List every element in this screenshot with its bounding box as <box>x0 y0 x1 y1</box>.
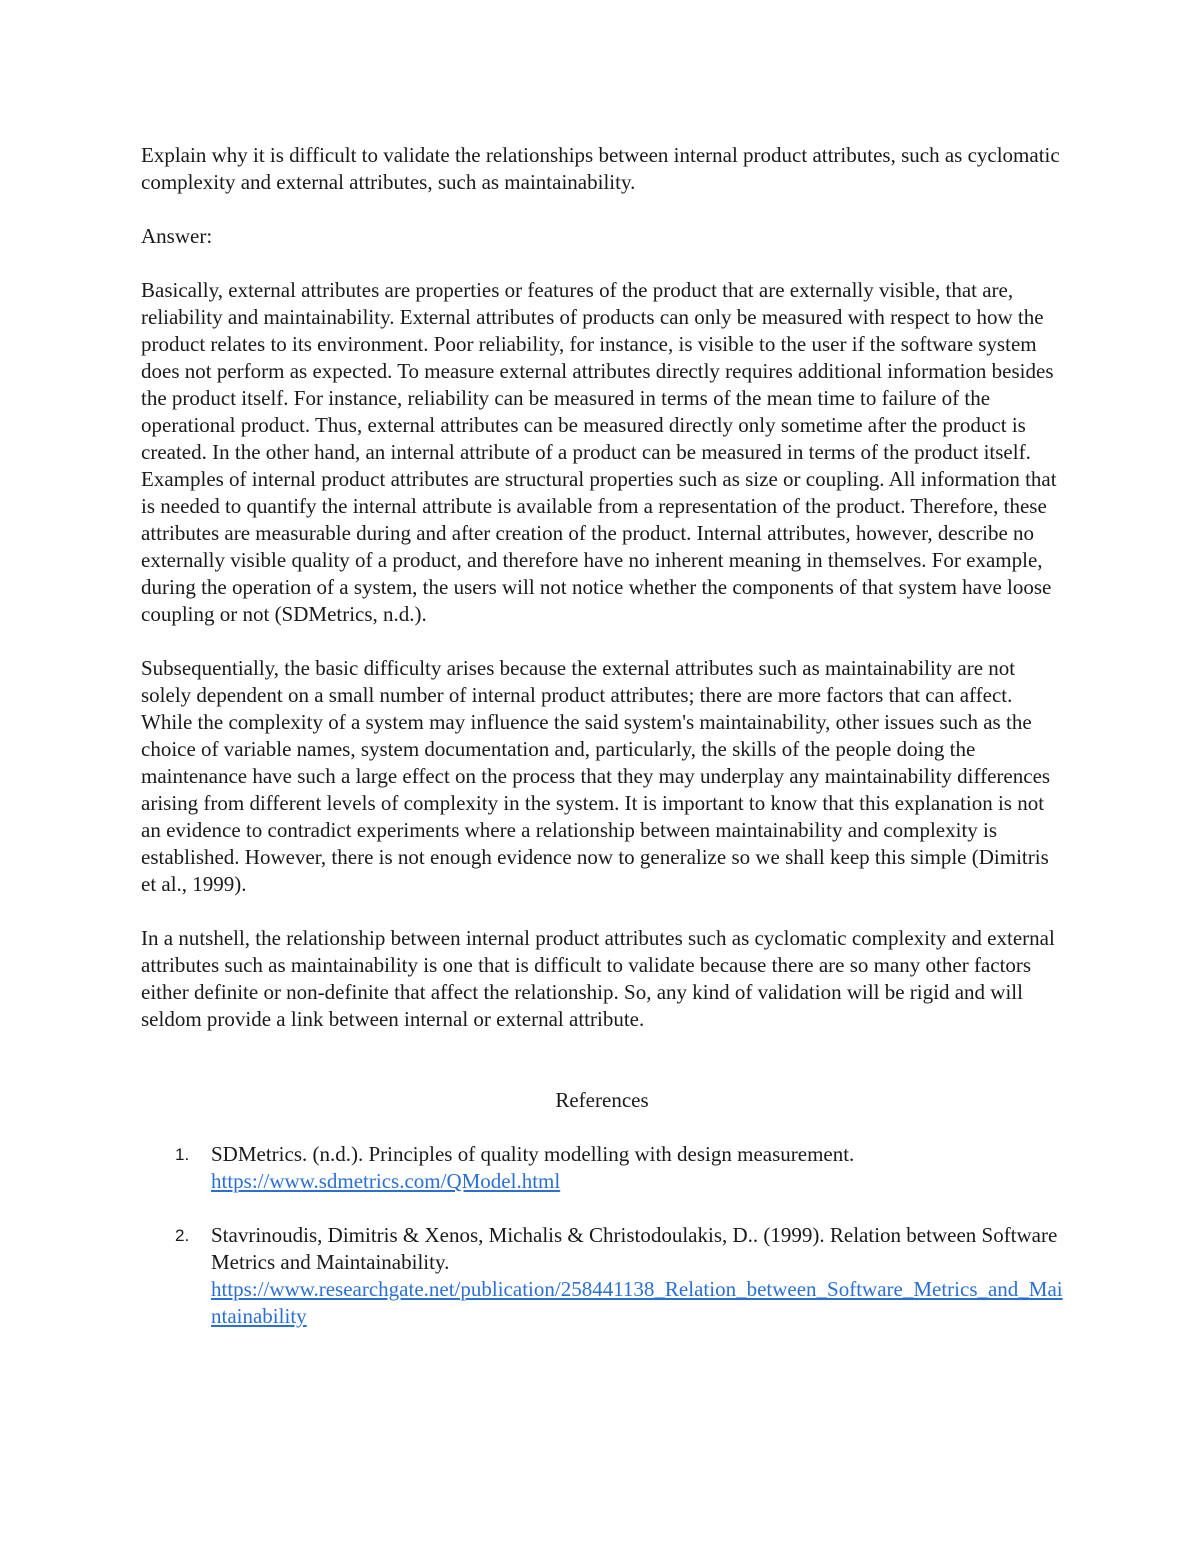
references-list <box>141 1141 1063 1330</box>
answer-label: Answer: <box>141 224 213 248</box>
reference-number: 2. <box>175 1226 190 1245</box>
body-paragraph-2: Subsequentially, the basic difficulty arises because the external attributes such as maintainability are not solely dependent on a small number of internal product attributes; there are more factors that can affect. While the complexity of a system may influence the said system's maintainability, other issues such as the choice of variable names, system documentation and, particularly, the skills of the people doing the maintenance have such a large effect on the process that they may underplay any maintainability differences arising from different levels of complexity in the system. It is important to know that this explanation is not an evidence to contradict experiments where a relationship between maintainability and complexity is established. However, there is not enough evidence now to generalize so we shall keep this simple (Dimitris et al., 1999). <box>141 656 1051 896</box>
reference-link[interactable]: https://www.researchgate.net/publication/258441138_Relation_between_Software_Metrics_and_Maintainability <box>211 1277 1063 1328</box>
document-page <box>141 142 1063 1357</box>
reference-text: SDMetrics. (n.d.). Principles of quality modelling with design measurement. <box>211 1142 855 1166</box>
reference-link[interactable]: https://www.sdmetrics.com/QModel.html <box>211 1169 561 1193</box>
reference-item-1 <box>141 1141 1063 1195</box>
body-paragraph-3: In a nutshell, the relationship between internal product attributes such as cyclomatic complexity and external attributes such as maintainability is one that is difficult to validate because there are so many other factors either definite or non-definite that affect the relationship. So, any kind of validation will be rigid and will seldom provide a link between internal or external attribute. <box>141 926 1055 1031</box>
reference-number: 1. <box>175 1145 190 1164</box>
reference-text: Stavrinoudis, Dimitris & Xenos, Michalis & Christodoulakis, D.. (1999). Relation between Software Metrics and Maintainability. <box>211 1223 1058 1274</box>
reference-item-2 <box>141 1222 1063 1330</box>
question-text: Explain why it is difficult to validate the relationships between internal product attributes, such as cyclomatic complexity and external attributes, such as maintainability. <box>141 143 1060 194</box>
references-heading: References <box>555 1088 649 1112</box>
body-paragraph-1: Basically, external attributes are properties or features of the product that are externally visible, that are, reliability and maintainability. External attributes of products can only be measured with respect to how the product relates to its environment. Poor reliability, for instance, is visible to the user if the software system does not perform as expected. To measure external attributes directly requires additional information besides the product itself. For instance, reliability can be measured in terms of the mean time to failure of the operational product. Thus, external attributes can be measured directly only sometime after the product is created. In the other hand, an internal attribute of a product can be measured in terms of the product itself. Examples of internal product attributes are structural properties such as size or coupling. All information that is needed to quantify the internal attribute is available from a representation of the product. Therefore, these attributes are measurable during and after creation of the product. Internal attributes, however, describe no externally visible quality of a product, and therefore have no inherent meaning in themselves. For example, during the operation of a system, the users will not notice whether the components of that system have loose coupling or not (SDMetrics, n.d.). <box>141 278 1057 626</box>
